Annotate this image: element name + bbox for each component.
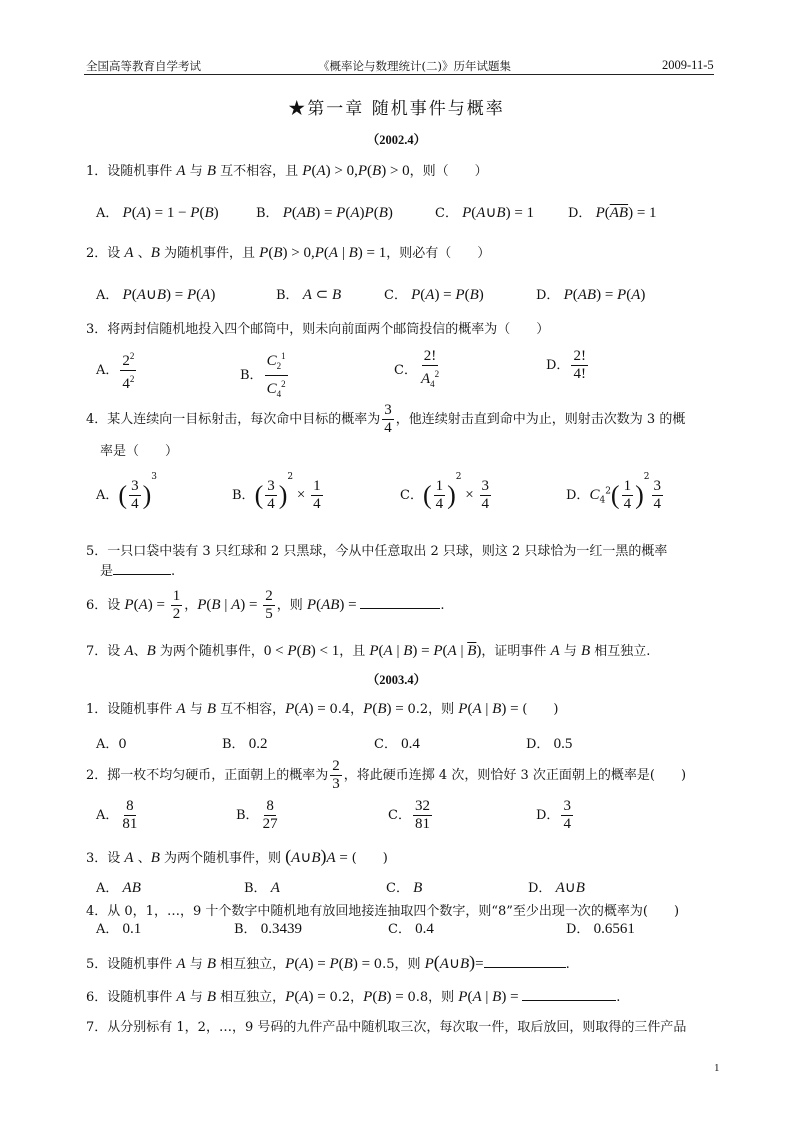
option-2002-4-c: C．( $\frac{1}{4}$ )$^2$ × $\frac{3}{4}$	[400, 472, 489, 512]
option-2002-4-a: A．( $\frac{3}{4}$ )$^3$	[96, 472, 157, 512]
option-2002-4-b: B．( $\frac{3}{4}$ )$^2$ × $\frac{1}{4}$	[232, 472, 321, 512]
option-2003-2-b: B． $\frac{8}{27}$	[236, 798, 278, 832]
question-2002-7: 7．设 A、B 为两个随机事件，0 < P(B) < 1，且 P(A | B) = P(A | $\overline{B}$)，证明事件 A 与 B 相互独立.	[86, 643, 651, 659]
option-2003-3-b: B． A	[244, 880, 280, 896]
header-center: 《概率论与数理统计(二)》历年试题集	[318, 59, 511, 73]
option-2003-1-a: A．0	[96, 737, 127, 752]
question-2002-3: 3．将两封信随机地投入四个邮筒中，则未向前面两个邮筒投信的概率为（ ）	[86, 322, 550, 337]
option-2002-2-d: D． P(AB) = P(A)	[536, 287, 646, 303]
question-2003-7: 7．从分别标有 1，2，…，9 号码的九件产品中随机取三次，每次取一件，取后放回，则取得的三件产品	[86, 1020, 687, 1035]
option-2002-1-d: D． $P(\overline{AB}) = 1$	[568, 205, 657, 221]
question-2003-2: 2．掷一枚不均匀硬币，正面朝上的概率为 $\frac{2}{3}$ ，将此硬币连掷 4 次，则恰好 3 次正面朝上的概率是( )	[86, 758, 687, 792]
option-2002-1-c: C． P(A∪B) = 1	[435, 205, 535, 221]
question-2002-4: 4．某人连续向一目标射击，每次命中目标的概率为 $\frac{3}{4}$ ，他连续射击直到命中为止，则射击次数为 3 的概	[86, 402, 686, 436]
header-rule	[84, 74, 714, 75]
question-2003-3: 3．设 A 、B 为两个随机事件，则 (A∪B)A = ( )	[86, 846, 388, 866]
header-left: 全国高等教育自学考试	[86, 59, 201, 73]
header-date: 2009-11-5	[662, 58, 714, 72]
section-label-2002: （2002.4）	[366, 133, 427, 147]
question-2002-6: 6．设 P(A) = $\frac{1}{2}$ ，P(B | A) = $\frac{2}{5}$ ，则 P(AB) = .	[86, 588, 445, 622]
option-2003-3-d: D． A∪B	[528, 880, 585, 896]
option-2002-2-a: A． P(A∪B) = P(A)	[96, 287, 216, 303]
question-2002-1: 1．设随机事件 A 与 B 互不相容，且 P(A) > 0,P(B) > 0，则（ ）	[86, 163, 488, 179]
option-2002-3-b: B． $\frac{C_2^1}{C_4^2}$	[240, 348, 290, 403]
question-2002-5: 5．一只口袋中装有 3 只红球和 2 只黑球，今从中任意取出 2 只球，则这 2 只球恰为一红一黑的概率	[86, 544, 668, 559]
question-2002-4-cont: 率是（ ）	[100, 444, 179, 459]
answer-blank[interactable]	[360, 596, 440, 609]
option-2003-2-a: A． $\frac{8}{81}$	[96, 798, 138, 832]
page-number: 1	[714, 1062, 720, 1074]
option-2003-4-c: C． 0.4	[388, 921, 434, 937]
option-2002-3-a: A． $\frac{2^2}{4^2}$	[96, 348, 138, 393]
option-2002-2-c: C． P(A) = P(B)	[384, 287, 484, 303]
option-2003-1-d: D． 0.5	[526, 736, 573, 752]
question-2003-5: 5．设随机事件 A 与 B 相互独立，P(A) = P(B) = 0.5，则 P(A∪B)= .	[86, 952, 570, 972]
option-2002-3-d: D． $\frac{2!}{4!}$	[546, 348, 586, 382]
question-2002-5-cont: 是 .	[100, 564, 176, 579]
option-2003-3-c: C． B	[386, 880, 423, 896]
question-2003-4: 4．从 0，1，…，9 十个数字中随机地有放回地接连抽取四个数字，则“8”至少出现一次的概率为( )	[86, 904, 680, 919]
question-2002-2: 2．设 A 、B 为随机事件，且 P(B) > 0,P(A | B) = 1，则必有（ ）	[86, 245, 491, 261]
option-2003-1-c: C． 0.4	[374, 736, 420, 752]
question-2003-6: 6．设随机事件 A 与 B 相互独立，P(A) = 0.2，P(B) = 0.8，则 P(A | B) = .	[86, 989, 621, 1005]
question-2003-1: 1．设随机事件 A 与 B 互不相容，P(A) = 0.4，P(B) = 0.2，则 P(A | B) = ( )	[86, 701, 559, 717]
option-2003-4-b: B． 0.3439	[234, 921, 302, 937]
option-2002-3-c: C． $\frac{2!}{A_4^2}$	[394, 348, 440, 389]
option-2002-2-b: B． A ⊂ B	[276, 287, 342, 303]
option-2003-1-b: B． 0.2	[222, 736, 268, 752]
option-2003-4-a: A． 0.1	[96, 921, 142, 937]
option-2002-1-b: B． P(AB) = P(A)P(B)	[256, 205, 393, 221]
chapter-title: ★第一章 随机事件与概率	[288, 99, 505, 119]
option-2003-2-d: D． $\frac{3}{4}$	[536, 798, 571, 832]
option-2002-1-a: A． P(A) = 1 − P(B)	[96, 205, 219, 221]
answer-blank[interactable]	[113, 562, 171, 575]
answer-blank[interactable]	[484, 955, 566, 968]
option-2003-3-a: A． AB	[96, 880, 141, 896]
section-label-2003: （2003.4）	[366, 673, 427, 687]
answer-blank[interactable]	[522, 988, 616, 1001]
option-2002-4-d: D．$C_4^2$( $\frac{1}{4}$ )$^2$ $\frac{3}{4}$	[566, 472, 661, 512]
option-2003-2-c: C． $\frac{32}{81}$	[388, 798, 430, 832]
option-2003-4-d: D． 0.6561	[566, 921, 635, 937]
